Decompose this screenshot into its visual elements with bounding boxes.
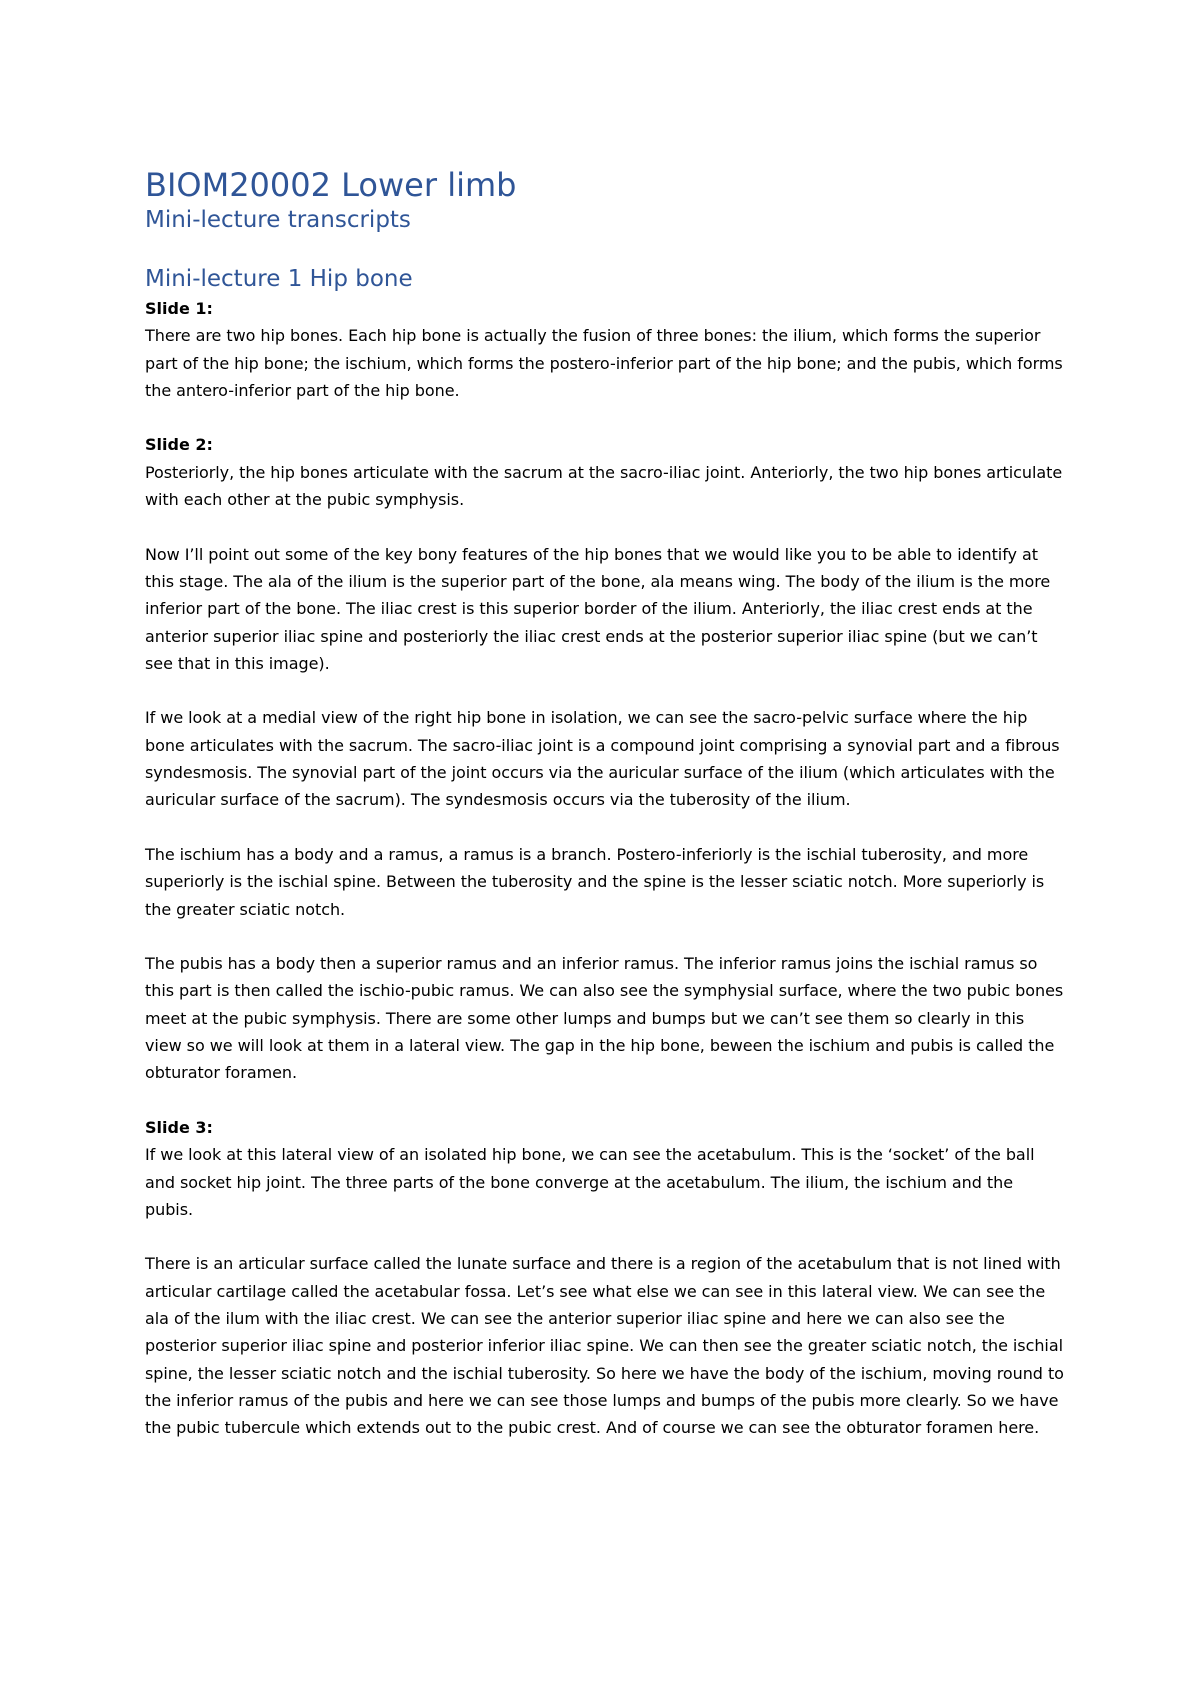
- transcript-paragraph: There is an articular surface called the lunate surface and there is a region of the acetabulum that is not lined with articular cartilage called the acetabular fossa. Let’s see what else we can see in this lateral view. We can see the ala of the ilum with the iliac crest. We can see the anterior superior iliac spine and here we can also see the posterior superior iliac spine and posterior inferior iliac spine. We can then see the greater sciatic notch, the ischial spine, the lesser sciatic notch and the ischial tuberosity. So here we have the body of the ischium, moving round to the inferior ramus of the pubis and here we can see those lumps and bumps of the pubis more clearly. So we have the pubic tubercule which extends out to the pubic crest. And of course we can see the obturator foramen here.: [145, 1254, 1064, 1438]
- paragraph-spacer: [145, 404, 1065, 431]
- paragraph-spacer: [145, 1087, 1065, 1114]
- slide-3-section: [145, 1114, 1065, 1442]
- paragraph-spacer: [145, 513, 1065, 540]
- paragraph-spacer: [145, 1223, 1065, 1250]
- paragraph-spacer: [145, 677, 1065, 704]
- transcript-paragraph: If we look at a medial view of the right hip bone in isolation, we can see the sacro-pelvic surface where the hip bone articulates with the sacrum. The sacro-iliac joint is a compound joint comprising a synovial part and a fibrous syndesmosis. The synovial part of the joint occurs via the auricular surface of the ilium (which articulates with the auricular surface of the sacrum). The syndesmosis occurs via the tuberosity of the ilium.: [145, 708, 1060, 810]
- section-heading: Mini-lecture 1 Hip bone: [145, 266, 413, 292]
- transcript-paragraph: The ischium has a body and a ramus, a ramus is a branch. Postero-inferiorly is the ischial tuberosity, and more superiorly is the ischial spine. Between the tuberosity and the spine is the lesser sciatic notch. More superiorly is the greater sciatic notch.: [145, 844, 1045, 919]
- transcript-paragraph: Posteriorly, the hip bones articulate with the sacrum at the sacro-iliac joint. Anteriorly, the two hip bones articulate with each other at the pubic symphysis.: [145, 462, 1063, 510]
- paragraph-spacer: [145, 923, 1065, 950]
- document-title: BIOM20002 Lower limb: [145, 166, 517, 204]
- document-page: [145, 165, 1065, 1441]
- slide-2-section: [145, 431, 1065, 1086]
- slide-label: Slide 2:: [145, 435, 213, 455]
- slide-label: Slide 3:: [145, 1117, 213, 1137]
- slide-1-section: [145, 295, 1065, 404]
- transcript-paragraph: The pubis has a body then a superior ramus and an inferior ramus. The inferior ramus joins the ischial ramus so this part is then called the ischio-pubic ramus. We can also see the symphysial surface, where the two pubic bones meet at the pubic symphysis. There are some other lumps and bumps but we can’t see them so clearly in this view so we will look at them in a lateral view. The gap in the hip bone, beween the ischium and pubis is called the obturator foramen.: [145, 954, 1064, 1083]
- transcript-paragraph: There are two hip bones. Each hip bone is actually the fusion of three bones: the ilium, which forms the superior part of the hip bone; the ischium, which forms the postero-inferior part of the hip bone; and the pubis, which forms the antero-inferior part of the hip bone.: [145, 326, 1063, 400]
- transcript-paragraph: If we look at this lateral view of an isolated hip bone, we can see the acetabulum. This is the ‘socket’ of the ball and socket hip joint. The three parts of the bone converge at the acetabulum. The ilium, the ischium and the pubis.: [145, 1145, 1035, 1219]
- transcript-paragraph: Now I’ll point out some of the key bony features of the hip bones that we would like you to be able to identify at this stage. The ala of the ilium is the superior part of the bone, ala means wing. The body of the ilium is the more inferior part of the bone. The iliac crest is this superior border of the ilium. Anteriorly, the iliac crest ends at the anterior superior iliac spine and posteriorly the iliac crest ends at the posterior superior iliac spine (but we can’t see that in this image).: [145, 544, 1051, 673]
- paragraph-spacer: [145, 814, 1065, 841]
- slide-label: Slide 1:: [145, 299, 213, 318]
- document-subtitle: Mini-lecture transcripts: [145, 207, 411, 233]
